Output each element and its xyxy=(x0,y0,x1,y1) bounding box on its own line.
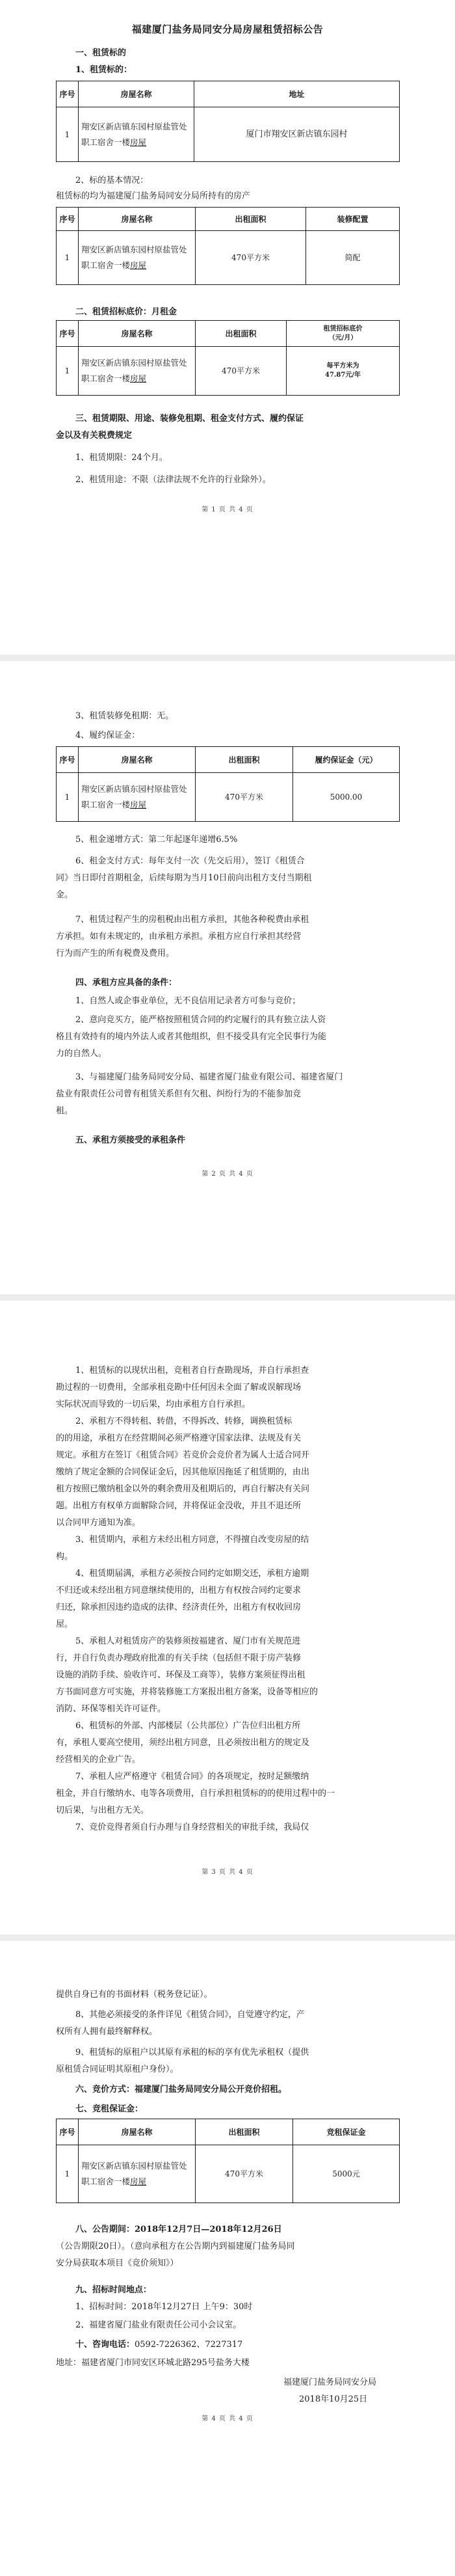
cell-area: 470平方米 xyxy=(196,231,306,285)
col-header-name: 房屋名称 xyxy=(79,81,194,107)
signature-org: 福建厦门盐务局同安分局 xyxy=(283,2378,377,2387)
section-1-sub-2: 2、标的基本情况： xyxy=(75,176,149,185)
section-1-heading: 一、租赁标的 xyxy=(75,48,127,58)
col-header-no: 序号 xyxy=(57,2119,79,2145)
section-2-heading: 二、租赁招标底价：月租金 xyxy=(75,307,177,317)
section-5-heading: 五、承租方须接受的承租条件 xyxy=(75,1135,186,1145)
property-table xyxy=(56,81,400,162)
priority-right: 9、租赁标的原租户以其原有承租的标的享有优先承租权（提供 原租赁合同证明其原租户身份）。 xyxy=(56,2048,309,2074)
page-number: 第 4 页 共 4 页 xyxy=(202,2415,254,2422)
section-9-heading: 九、招标时间地点： xyxy=(75,2285,152,2295)
payment-method: 6、租金支付方式：每年支付一次（先交后用），签订《租赁合 同》当日即付首期租金，后续每期为当月10日前向出租方支付当期租 金。 xyxy=(56,856,312,900)
section-7-heading: 七、竞租保证金： xyxy=(75,2104,144,2114)
page-title: 福建厦门盐务局同安分局房屋租赁招标公告 xyxy=(131,23,324,35)
cell-no: 1 xyxy=(57,231,79,285)
cell-area: 470平方米 xyxy=(196,347,287,396)
cell-area: 470平方米 xyxy=(196,773,293,822)
condition-1: 1、自然人或企事业单位，无不良信用记录者方可参与竞价； xyxy=(75,996,301,1006)
cell-deposit: 5000.00 xyxy=(293,773,400,822)
col-header-no: 序号 xyxy=(57,747,79,773)
lease-term: 1、租赁期限：24个月。 xyxy=(75,453,168,463)
col-header-decoration: 装修配置 xyxy=(306,208,400,231)
cell-decoration: 简配 xyxy=(306,231,400,285)
section-8-announcement-period: 八、公告期间：2018年12月7日—2018年12月26日 （公告期限20日）。（意向承租方在公告期内到福建厦门盐务局同 安分局获取本项目《竞价须知》） xyxy=(56,2225,295,2268)
property-description: 租赁标的均为福建厦门盐务局同安分局所持有的房产 xyxy=(56,191,251,201)
condition-3: 3、与福建厦门盐务局同安分局、福建省厦门盐业有限公司、福建省厦门 盐业有限责任公司曾有租赁关系但有欠租、纠纷行为的不能参加竞 租。 xyxy=(56,1072,343,1116)
page-number: 第 1 页 共 4 页 xyxy=(202,506,254,513)
deposit-table xyxy=(56,746,400,822)
section-3-heading-line-1: 三、租赁期限、用途、装修免租期、租金支付方式、履约保证 xyxy=(75,414,304,424)
other-conditions: 8、其他必须接受的条件详见《租赁合同》，自觉遵守约定，产 权所有人拥有最终解释权。 xyxy=(56,2010,305,2037)
cell-no: 1 xyxy=(57,107,79,162)
cell-no: 1 xyxy=(57,347,79,396)
col-header-name: 房屋名称 xyxy=(79,321,196,347)
page-3 xyxy=(0,1297,455,1938)
col-header-area: 出租面积 xyxy=(196,321,287,347)
deposit-label: 4、履约保证金： xyxy=(75,731,140,740)
col-header-area: 出租面积 xyxy=(196,2119,293,2145)
page-number: 第 3 页 共 4 页 xyxy=(202,1869,254,1876)
section-3-heading-line-2: 金以及有关税费规定 xyxy=(56,431,133,441)
page-number: 第 2 页 共 4 页 xyxy=(202,1171,254,1178)
page-2 xyxy=(0,658,455,1297)
reserve-price-table xyxy=(56,320,400,396)
col-header-area: 出租面积 xyxy=(196,208,306,231)
cell-property-name: 翔安区新店镇东园村原盐管处职工宿舍一楼房屋 xyxy=(79,2145,196,2203)
cell-property-name: 翔安区新店镇东园村原盐管处职工宿舍一楼房屋 xyxy=(79,107,194,162)
section-4-heading: 四、承租方应具备的条件： xyxy=(75,978,177,988)
section-1-sub-1: 1、租赁标的： xyxy=(75,65,133,75)
contact-address: 地址：福建省厦门市同安区环城北路295号盐务大楼 xyxy=(56,2358,250,2368)
col-header-price: 租赁招标底价 （元/月） xyxy=(287,321,400,347)
section-6-heading: 六、竞价方式：福建厦门盐务局同安分局公开竞价招租。 xyxy=(75,2085,287,2095)
bid-place: 2、福建省厦门盐业有限责任公司小会议室。 xyxy=(75,2320,242,2330)
tax-terms: 7、租赁过程产生的房租税由出租方承担，其他各种税费由承租 方承担。如有未规定的，由承租方承担。承租方应自行承担其经营 行为而产生的所有税费及费用。 xyxy=(56,915,309,958)
cell-area: 470平方米 xyxy=(196,2145,293,2203)
cell-property-name: 翔安区新店镇东园村原盐管处职工宿舍一楼房屋 xyxy=(79,773,196,822)
signature-date: 2018年10月25日 xyxy=(299,2394,368,2404)
rent-increase: 5、租金递增方式：第二年起逐年递增6.5% xyxy=(75,835,238,845)
col-header-name: 房屋名称 xyxy=(79,747,196,773)
col-header-no: 序号 xyxy=(57,321,79,347)
bid-deposit-table xyxy=(56,2119,400,2203)
col-header-area: 出租面积 xyxy=(196,747,293,773)
col-header-name: 房屋名称 xyxy=(79,2119,196,2145)
property-info-table xyxy=(56,207,400,285)
col-header-no: 序号 xyxy=(57,81,79,107)
page-4 xyxy=(0,1938,455,2576)
continued-text: 提供自身已有的书面材料（税务登记证）。 xyxy=(56,1990,213,2000)
cell-no: 1 xyxy=(57,2145,79,2203)
cell-property-name: 翔安区新店镇东园村原盐管处职工宿舍一楼房屋 xyxy=(79,347,196,396)
cell-property-name: 翔安区新店镇东园村原盐管处职工宿舍一楼房屋 xyxy=(79,231,196,285)
free-rent-period: 3、租赁装修免租期：无。 xyxy=(75,711,174,721)
page-1 xyxy=(0,0,455,658)
lease-conditions-text: 1、租赁标的以现状出租，竞租者自行查勘现场，并自行承担查 勘过程的一切费用，全部承租竞勘中任何因未全面了解或误解现场 实际状况而导致的一切后果，均由承租方自行承担。 2、承租方不得转租、转借，不得拆改、转修，调换租赁标 的的用途，承租方在经营期间必须严格遵守国家法律、法规及有关 规定。承租方在签订《租赁合同》若竞价会竞价者为属人士适合同开 缴纳了规定金额的合同保证金后，因其他原因拖延了租赁期的，由出 租方按照已缴纳租金以外的剩余费用及租期后的，再自行解决有关问 题。出租方有权单方面解除合同，并将保证金没收，并且不退还所 以合同甲方通知为准。 3、租赁期内，承租方未经出租方同意，不得擅自改变房屋的结 构。 4、租赁期届满，承租方必须按合同约定如期交还，承租方逾期 不归还或未经出租方同意继续使用的，出租方有权按合同约定要求 归还，除承担因违约造成的法律、经济责任外，出租方有权收回房 屋。 5、承租人对租赁房产的装修须按福建省、厦门市有关规范进 行，并自行负责办理政府批准的有关手续（包括但不限于房产装修 设施的消防手续、验收许可、环保及工商等），装修方案须征得出租 方书面同意方可实施，并将装修施工方案报出租方备案，设备等相应的 消防、环保等相关许可证件。 6、租赁标的外部、内部楼层（公共部位）广告位归出租方所 有，承租人要高空使用，须经出租方同意，且必须按出租方的规定及 经营相关的企业广告。 7、承租人应严格遵守《租赁合同》的各项规定，按时足额缴纳 租金，并自行缴纳水、电等各项费用，自行承担租赁标的的使用过程中的一 切后果，与出租方无关。 7、竞价竞得者须自行办理与自身经营相关的审批手续，我局仅 xyxy=(56,1366,335,1832)
col-header-no: 序号 xyxy=(57,208,79,231)
col-header-address: 地址 xyxy=(194,81,400,107)
cell-no: 1 xyxy=(57,773,79,822)
bid-time: 1、招标时间：2018年12月27日 上午9：30时 xyxy=(75,2302,253,2312)
condition-2: 2、意向竞买方，能严格按照租赁合同的约定履行的具有独立法人资 格且有效持有的境内外法人或者其他组织，但不接受具有完全民事行为能 力的自然人。 xyxy=(56,1015,327,1059)
col-header-bid-deposit: 竞租保证金 xyxy=(293,2119,400,2145)
contact-phone: 十、咨询电话：0592-7226362、7227317 xyxy=(75,2340,243,2350)
col-header-name: 房屋名称 xyxy=(79,208,196,231)
cell-price: 每平方米为 47.87元/年 xyxy=(287,347,400,396)
lease-use: 2、租赁用途：不限（法律法规不允许的行业除外）。 xyxy=(75,475,271,485)
cell-bid-deposit: 5000元 xyxy=(293,2145,400,2203)
col-header-deposit: 履约保证金（元） xyxy=(293,747,400,773)
cell-address: 厦门市翔安区新店镇东园村 xyxy=(194,107,400,162)
